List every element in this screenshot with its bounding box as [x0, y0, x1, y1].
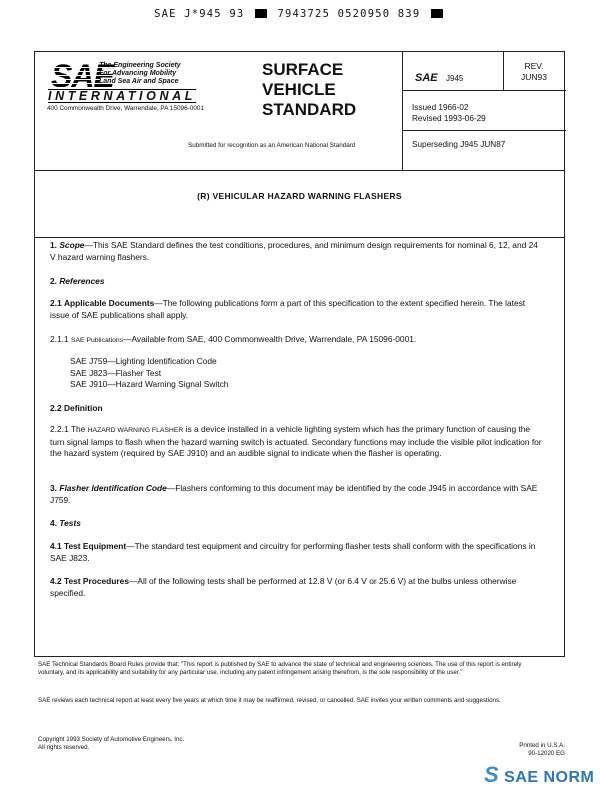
date-divider	[402, 130, 566, 131]
board-rules-note: SAE Technical Standards Board Rules provide that: "This report is published by SAE to advance the state of technical and engineering sciences. The use of this report is entirely voluntary, and its applicability and suitability for any particular use, including any patent infringement arising therefrom, is the sole responsibility of the user."	[38, 661, 522, 676]
document-code-line	[0, 8, 600, 20]
issue-dates	[412, 102, 486, 124]
section-1-scope	[50, 240, 545, 263]
docnum-divider	[402, 90, 566, 91]
rev-date: JUN93	[521, 72, 547, 82]
section-text: —Available from SAE, 400 Commonwealth Drive, Warrendale, PA 15096-0001.	[123, 334, 417, 344]
sae-mark: SAE	[415, 72, 438, 84]
copyright-line: Copyright 1993 Society of Automotive Engineers, Inc.	[38, 736, 185, 743]
section-heading: Test Equipment	[63, 541, 127, 551]
section-number: 2.1	[50, 298, 62, 308]
section-text: —The standard test equipment and circuitry for performing flasher tests shall conform with the specifications in SAE J823.	[50, 541, 536, 563]
section-number: 4.	[50, 518, 57, 528]
revised-date: Revised 1993-06-29	[412, 114, 486, 123]
watermark-text: SAE NORM	[504, 769, 595, 786]
section-number: 2.2.1	[50, 424, 69, 434]
document-title: (R) VEHICULAR HAZARD WARNING FLASHERS	[197, 191, 402, 201]
copyright	[38, 736, 184, 751]
issued-date: Issued 1966-02	[412, 103, 469, 112]
section-heading: Flasher Identification Code	[59, 483, 167, 493]
review-note: SAE reviews each technical report at least every five years at which time it may be reaffirmed, revised, or cancelled. SAE invites your written comments and suggestions.	[38, 697, 501, 704]
tagline-line: For Advancing Mobility	[99, 70, 177, 77]
reference-list	[70, 356, 228, 391]
revision-box	[508, 61, 560, 83]
code-block-mark	[431, 9, 443, 18]
code-block-mark	[255, 9, 267, 18]
rev-label: REV.	[524, 61, 544, 71]
header-vertical-divider	[402, 52, 403, 170]
sae-address: 400 Commonwealth Drive, Warrendale, PA 15096-0001	[47, 105, 205, 112]
section-3-identification	[50, 483, 545, 506]
reference-item: SAE J823—Flasher Test	[70, 367, 162, 378]
section-text: —Flashers conforming to this document may be identified by the code J945 in accordance with SAE J759.	[50, 483, 538, 505]
defined-term: HAZARD WARNING FLASHER	[87, 427, 184, 434]
code-part-1: SAE J*945 93	[154, 8, 245, 20]
code-part-2: 7943725 0520950 839	[277, 8, 421, 20]
header-divider	[35, 170, 564, 171]
section-4-tests	[50, 518, 81, 530]
section-heading: Test Procedures	[63, 576, 129, 586]
section-text: is a device installed in a vehicle lighting system which has the primary function of causing the turn signal lamps to flash when the hazard warning switch is actuated. Secondary functions may include the visible pilot indication for the hazard system (required by SAE J910) and an audible signal to indicate when the flasher is operating.	[50, 424, 542, 458]
section-heading: SAE Publications	[70, 337, 124, 344]
section-number: 4.2	[50, 576, 62, 586]
rev-divider	[503, 52, 504, 90]
sae-logo: SAE	[51, 58, 114, 94]
section-number: 3.	[50, 483, 57, 493]
document-number: J945	[446, 74, 464, 83]
printed-line: Printed in U.S.A.	[519, 742, 565, 749]
section-heading: References	[59, 276, 105, 286]
section-heading: Definition	[63, 403, 103, 413]
section-heading: Scope	[59, 240, 85, 250]
superseding-note: Superseding J945 JUN87	[412, 140, 506, 149]
section-number: 2.1.1	[50, 334, 69, 344]
ans-submission-note: Submitted for recognition as an American National Standard	[188, 142, 356, 149]
copyright-line: All rights reserved.	[38, 743, 90, 751]
section-2-2	[50, 403, 103, 415]
international-label: INTERNATIONAL	[48, 89, 196, 103]
logo-tagline	[99, 62, 181, 86]
doc-type-line: VEHICLE	[262, 80, 336, 99]
section-4-2	[50, 576, 545, 599]
sae-norm-watermark	[484, 762, 594, 788]
section-2-1	[50, 298, 545, 321]
printed-info	[505, 742, 565, 757]
section-heading: Tests	[59, 518, 81, 528]
section-number: 4.1	[50, 541, 62, 551]
standard-document-frame	[34, 51, 565, 657]
document-type	[262, 60, 356, 120]
watermark-logo: S	[484, 762, 500, 787]
section-text: The	[70, 424, 86, 434]
tagline-line: The Engineering Society	[99, 62, 181, 69]
section-2-1-1	[50, 334, 545, 347]
section-number: 1.	[50, 240, 57, 250]
reference-item: SAE J910—Hazard Warning Signal Switch	[70, 379, 229, 389]
section-text: —All of the following tests shall be performed at 12.8 V (or 6.4 V or 25.6 V) at the bulbs unless otherwise specified.	[50, 576, 517, 598]
tagline-line: Land Sea Air and Space	[99, 78, 179, 85]
section-text: —The following publications form a part of this specification to the extent specified herein. The latest issue of SAE publications shall apply.	[50, 298, 526, 320]
section-2-references	[50, 276, 105, 288]
section-text: —This SAE Standard defines the test conditions, procedures, and minimum design requirements for nominal 6, 12, and 24 V hazard warning flashers.	[50, 240, 538, 262]
section-number: 2.	[50, 276, 57, 286]
title-divider	[35, 237, 564, 238]
section-heading: Applicable Documents	[63, 298, 155, 308]
section-number: 2.2	[50, 403, 62, 413]
section-4-1	[50, 541, 545, 564]
section-2-2-1	[50, 424, 545, 460]
doc-type-line: STANDARD	[262, 100, 357, 119]
printed-line: 90-12020 EG	[528, 749, 565, 757]
doc-type-line: SURFACE	[262, 60, 344, 79]
reference-item: SAE J759—Lighting Identification Code	[70, 356, 217, 366]
